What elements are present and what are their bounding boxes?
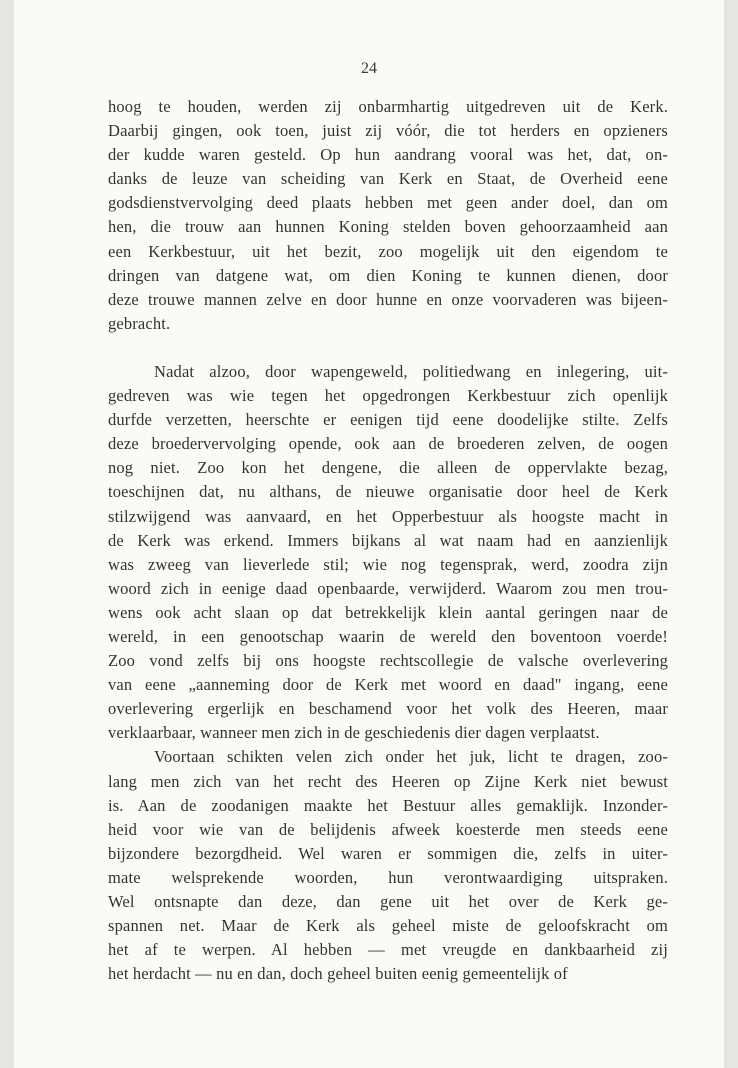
text-line: wens ook acht slaan op dat betrekkelijk klein aantal geringen naar de [108,602,668,622]
text-line: Zoo vond zelfs bij ons hoogste rechtscollegie de valsche overlevering [108,651,668,671]
text-line: der kudde waren gesteld. Op hun aandrang vooral was het, dat, on- [108,145,668,165]
text-line: het herdacht — nu en dan, doch geheel buiten eenig gemeentelijk of [108,964,568,984]
text-line: danks de leuze van scheiding van Kerk en Staat, de Overheid eene [108,169,668,189]
text-line: lang men zich van het recht des Heeren op Zijne Kerk niet bewust [108,771,668,791]
text-line: is. Aan de zoodanigen maakte het Bestuur alles gemaklijk. Inzonder- [108,795,668,815]
text-line: deze trouwe mannen zelve en door hunne en onze voorvaderen was bijeen- [108,289,668,309]
book-page [14,0,724,1068]
text-line: toeschijnen dat, nu althans, de nieuwe organisatie door heel de Kerk [108,482,668,502]
text-line: godsdienstvervolging deed plaats hebben met geen ander doel, dan om [108,193,668,213]
text-line: dringen van datgene wat, om dien Koning te kunnen dienen, door [108,265,668,285]
text-line: was zweeg van lieverlede stil; wie nog tegensprak, werd, zoodra zijn [108,554,668,574]
text-line: Wel ontsnapte dan deze, dan gene uit het over de Kerk ge- [108,892,668,911]
text-line: hoog te houden, werden zij onbarmhartig uitgedreven uit de Kerk. [108,97,668,116]
text-line: overlevering ergerlijk en beschamend voor het volk des Heeren, maar [108,699,668,719]
text-line: de Kerk was erkend. Immers bijkans al wat naam had en aanzienlijk [108,530,668,550]
text-line: spannen net. Maar de Kerk als geheel miste de geloofskracht om [108,916,668,936]
paragraph-gap [108,336,668,360]
body-text [108,95,668,986]
text-line: wereld, in een genootschap waarin de wereld den boventoon voerde! [108,626,668,646]
text-line: gebracht. [108,313,171,333]
text-line: Daarbij gingen, ook toen, juist zij vóór, die tot herders en opzieners [108,121,668,141]
text-line: van eene „aanneming door de Kerk met woord en daad" ingang, eene [108,675,668,695]
text-line: stilzwijgend was aanvaard, en het Opperbestuur als hoogste macht in [108,506,668,526]
text-line: heid voor wie van de belijdenis afweek koesterde men steeds eene [108,819,668,839]
text-line: nog niet. Zoo kon het dengene, die alleen de oppervlakte bezag, [108,458,668,478]
text-line: Voortaan schikten velen zich onder het juk, licht te dragen, zoo- [154,747,668,767]
text-line: mate welsprekende woorden, hun verontwaardiging uitspraken. [108,867,668,887]
text-line: deze broedervervolging opende, ook aan de broederen zelven, de oogen [108,434,668,454]
text-line: een Kerkbestuur, uit het bezit, zoo mogelijk uit den eigendom te [108,241,668,261]
paragraph [108,360,668,746]
text-line: bijzondere bezorgdheid. Wel waren er sommigen die, zelfs in uiter- [108,843,668,863]
paragraph [108,95,668,336]
text-line: gedreven was wie tegen het opgedrongen Kerkbestuur zich openlijk [108,386,668,406]
text-line: Nadat alzoo, door wapengeweld, politiedwang en inlegering, uit- [154,361,668,381]
text-line: hen, die trouw aan hunnen Koning stelden boven gehoorzaamheid aan [108,217,668,237]
text-line: verklaarbaar, wanneer men zich in de geschiedenis dier dagen verplaatst. [108,723,600,743]
text-line: woord zich in eenige daad openbaarde, verwijderd. Waarom zou men trou- [108,578,668,598]
paragraph [108,745,668,986]
text-line: het af te werpen. Al hebben — met vreugde en dankbaarheid zij [108,940,668,960]
page-number: 24 [361,60,377,77]
text-line: durfde verzetten, heerschte er eenigen tijd eene doodelijke stilte. Zelfs [108,410,668,430]
